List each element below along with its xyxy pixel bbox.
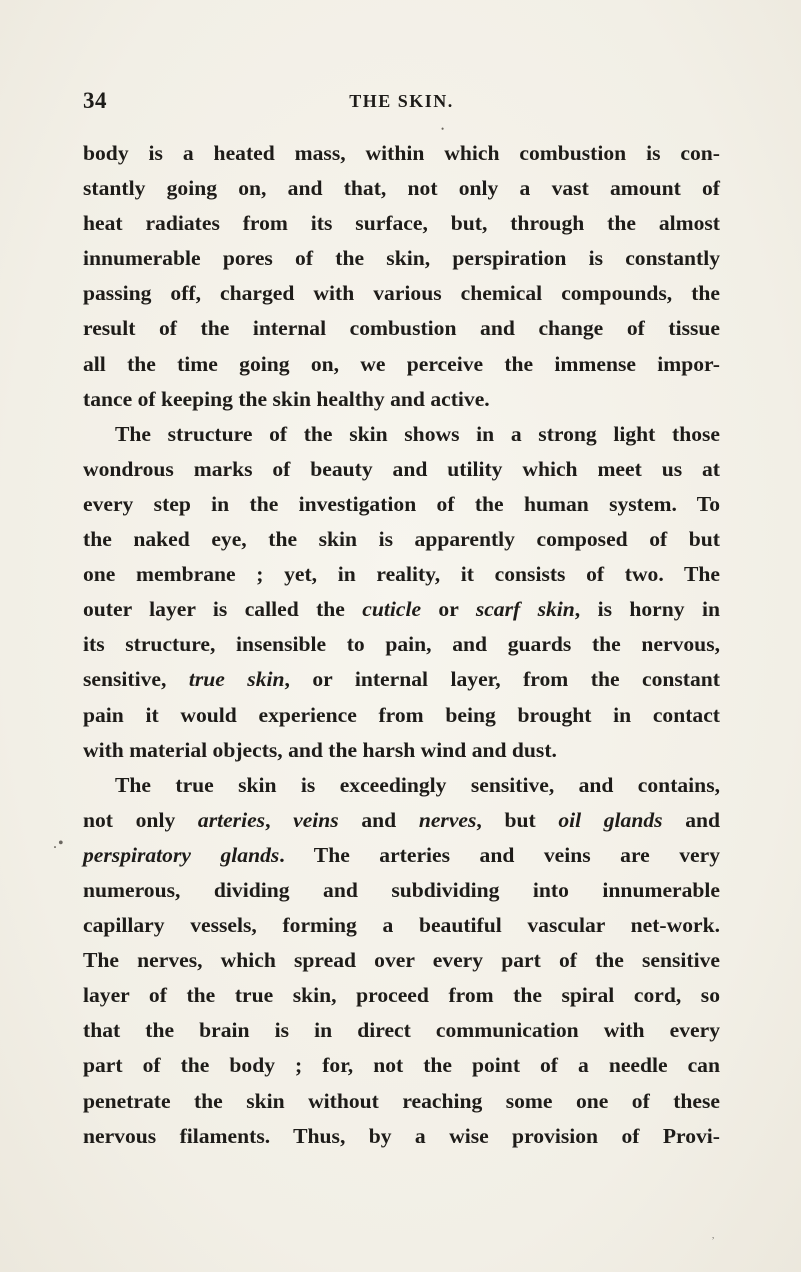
italic-term: scarf skin (475, 597, 575, 622)
text-line: innumerable pores of the skin, perspiration is constantly (83, 246, 720, 271)
text-line: the naked eye, the skin is apparently composed of but (83, 527, 720, 552)
text-line: sensitive, true skin, or internal layer, from the constant (83, 667, 720, 692)
text-line: its structure, insensible to pain, and guards the nervous, (83, 632, 720, 657)
text-line: every step in the investigation of the human system. To (83, 491, 720, 516)
text-line: with material objects, and the harsh wind and dust. (83, 737, 557, 762)
text-line: nervous filaments. Thus, by a wise provision of Provi- (83, 1123, 720, 1148)
speck-mark: , (712, 1230, 715, 1240)
text-line: numerous, dividing and subdividing into innumerable (83, 877, 720, 902)
italic-term: perspiratory glands (83, 842, 280, 867)
text-line: result of the internal combustion and change of tissue (83, 316, 720, 341)
text-line: stantly going on, and that, not only a vast amount of (83, 176, 720, 201)
running-head (83, 88, 720, 114)
text-line: perspiratory glands. The arteries and veins are very (83, 842, 720, 867)
body-text (83, 136, 720, 1154)
italic-term: cuticle (362, 597, 422, 622)
margin-mark: .• (53, 835, 65, 852)
text-line: that the brain is in direct communication with every (83, 1018, 720, 1043)
speck-mark: • (441, 124, 445, 134)
text-line: capillary vessels, forming a beautiful vascular net-work. (83, 913, 720, 938)
text-line: one membrane ; yet, in reality, it consists of two. The (83, 562, 720, 587)
text-line: layer of the true skin, proceed from the spiral cord, so (83, 983, 720, 1008)
text-line: pain it would experience from being brought in contact (83, 702, 720, 727)
text-line: penetrate the skin without reaching some one of these (83, 1088, 720, 1113)
text-line: heat radiates from its surface, but, through the almost (83, 211, 720, 236)
text-line: outer layer is called the cuticle or scarf skin, is horny in (83, 597, 720, 622)
text-line: The true skin is exceedingly sensitive, and contains, (115, 772, 720, 797)
text-line: all the time going on, we perceive the immense impor- (83, 351, 720, 376)
text-line: The structure of the skin shows in a strong light those (115, 421, 720, 446)
text-line: The nerves, which spread over every part of the sensitive (83, 948, 720, 973)
text-line: tance of keeping the skin healthy and active. (83, 386, 490, 411)
italic-term: arteries (197, 807, 266, 832)
text-line: not only arteries, veins and nerves, but oil glands and (83, 807, 721, 832)
text-line: wondrous marks of beauty and utility which meet us at (83, 456, 720, 481)
text-line: part of the body ; for, not the point of a needle can (83, 1053, 720, 1078)
text-line: body is a heated mass, within which combustion is con- (83, 141, 720, 165)
text-line: passing off, charged with various chemical compounds, the (83, 281, 720, 306)
italic-term: nerves (418, 807, 477, 832)
page-number: 34 (83, 88, 107, 113)
italic-term: true skin (188, 667, 285, 692)
italic-term: veins (293, 807, 339, 832)
italic-term: oil glands (558, 807, 663, 832)
running-title: THE SKIN. (349, 91, 454, 111)
